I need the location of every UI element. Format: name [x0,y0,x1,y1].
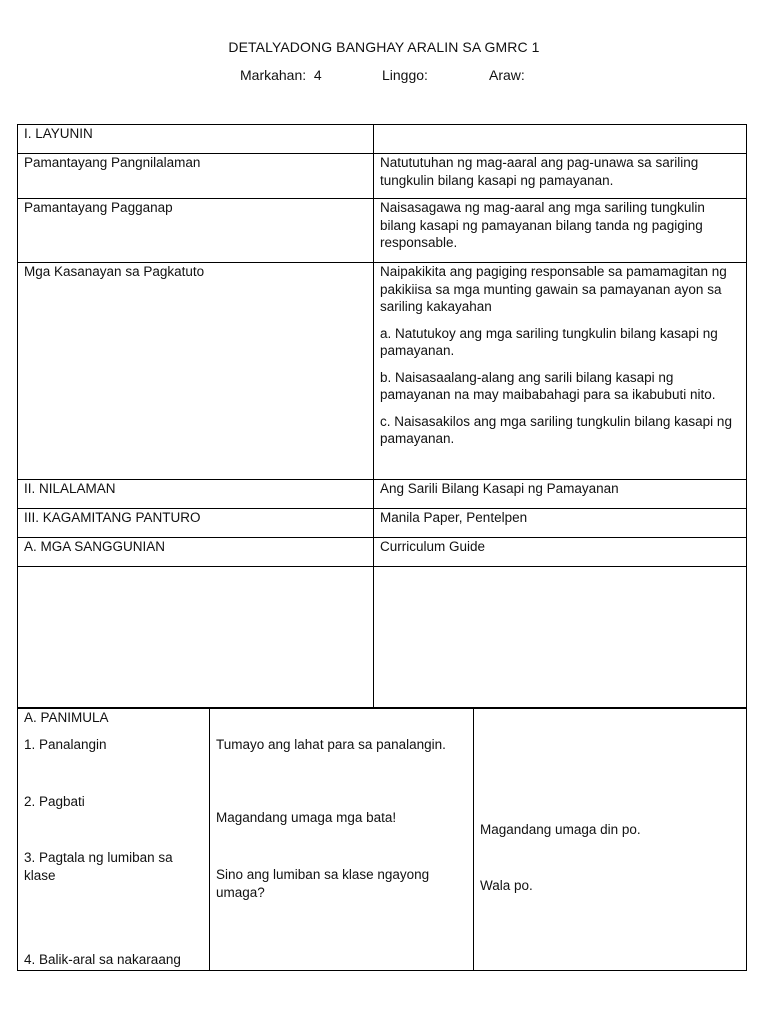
student-activity-cell [474,709,747,971]
row-label: III. KAGAMITANG PANTURO [18,509,374,538]
content-paragraph: Naipakikita ang pagiging responsable sa pamamagitan ng pakikiisa sa mga munting gawain sa pamayanan ayon sa sariling kakayahan [380,264,727,314]
row-content [374,154,747,199]
row-content [374,538,747,567]
step-item: 4. Balik-aral sa nakaraang [24,952,181,967]
teacher-activity-cell [210,709,474,971]
step-item: 3. Pagtala ng lumiban sa klase [24,850,173,883]
row-content [374,509,747,538]
table-row [18,567,747,708]
table-row [18,480,747,509]
procedure-table [17,708,747,971]
content-paragraph: a. Natutukoy ang mga sariling tungkulin bilang kasapi ng pamayanan. [380,325,718,358]
content-paragraph: Ang Sarili Bilang Kasapi ng Pamayanan [380,481,619,496]
teacher-line: Tumayo ang lahat para sa panalangin. [216,737,446,752]
table-row [18,709,747,971]
araw-label: Araw: [489,67,525,83]
row-label: Mga Kasanayan sa Pagkatuto [18,263,374,480]
table-row [18,199,747,263]
table-row [18,154,747,199]
table-row [18,125,747,154]
section-heading: A. PANIMULA [24,710,109,725]
step-item: 2. Pagbati [24,794,85,809]
linggo-label: Linggo: [382,67,428,83]
objectives-table [17,124,747,708]
document-title: DETALYADONG BANGHAY ARALIN SA GMRC 1 [228,39,540,55]
content-paragraph: b. Naisasaalang-alang ang sarili bilang kasapi ng pamayanan na may maibabahagi para sa ikabubuti nito. [380,369,716,402]
row-content [374,125,747,154]
content-paragraph: Curriculum Guide [380,539,486,554]
row-label [18,567,374,708]
row-content [374,263,747,480]
table-row [18,538,747,567]
row-content [374,199,747,263]
content-paragraph: Manila Paper, Pentelpen [380,510,528,525]
row-content [374,480,747,509]
content-paragraph: Natututuhan ng mag-aaral ang pag-unawa sa sariling tungkulin bilang kasapi ng pamayanan. [380,155,699,188]
student-line: Wala po. [480,878,533,893]
table-row [18,509,747,538]
teacher-line: Magandang umaga mga bata! [216,810,397,825]
row-label: Pamantayang Pagganap [18,199,374,263]
step-item: 1. Panalangin [24,737,107,752]
row-content [374,567,747,708]
content-paragraph: Naisasagawa ng mag-aaral ang mga sariling tungkulin bilang kasapi ng pamayanan bilang tanda ng pagiging responsable. [380,200,705,250]
procedure-steps-cell [18,709,210,971]
markahan-label: Markahan: 4 [240,67,322,83]
row-label: Pamantayang Pangnilalaman [18,154,374,199]
content-paragraph: c. Naisasakilos ang mga sariling tungkulin bilang kasapi ng pamayanan. [380,413,732,446]
row-label: II. NILALAMAN [18,480,374,509]
table-row [18,263,747,480]
row-label: I. LAYUNIN [18,125,374,154]
student-line: Magandang umaga din po. [480,822,641,837]
teacher-line: Sino ang lumiban sa klase ngayong umaga? [216,867,430,900]
lesson-meta [0,67,768,85]
row-label: A. MGA SANGGUNIAN [18,538,374,567]
